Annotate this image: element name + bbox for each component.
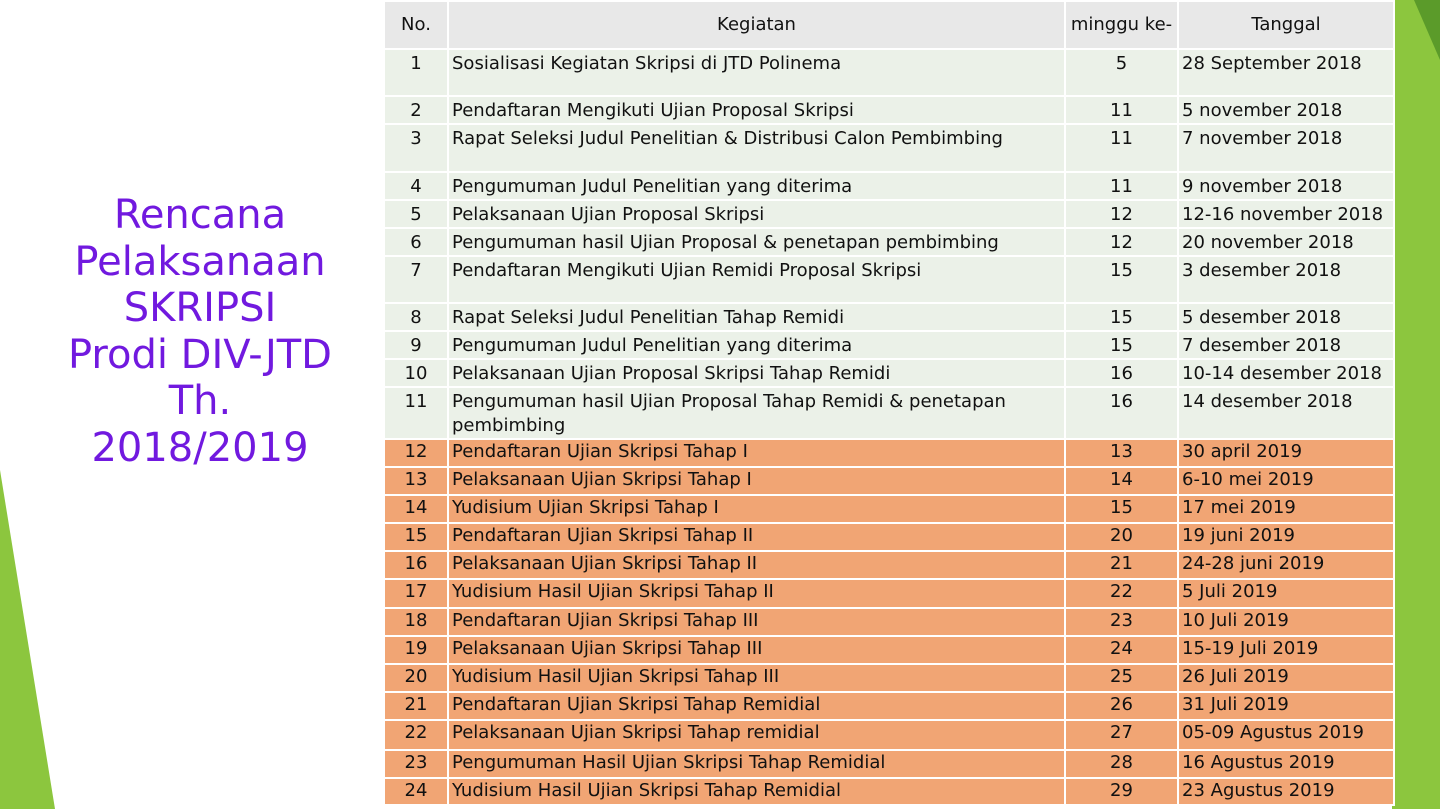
row-tanggal: 10 Juli 2019	[1178, 608, 1394, 636]
table-row	[384, 96, 1394, 124]
row-minggu: 12	[1065, 200, 1178, 228]
row-number: 22	[384, 720, 448, 750]
row-kegiatan: Pelaksanaan Ujian Skripsi Tahap II	[448, 551, 1065, 579]
row-number: 8	[384, 303, 448, 331]
row-kegiatan: Pelaksanaan Ujian Skripsi Tahap remidial	[448, 720, 1065, 750]
title-line: Th.	[168, 378, 232, 424]
row-tanggal: 28 September 2018	[1178, 49, 1394, 96]
table-row	[384, 720, 1394, 750]
row-number: 12	[384, 439, 448, 467]
row-kegiatan: Pengumuman hasil Ujian Proposal Tahap Remidi & penetapan pembimbing	[448, 387, 1065, 439]
row-tanggal: 5 november 2018	[1178, 96, 1394, 124]
row-kegiatan: Pengumuman Judul Penelitian yang diterima	[448, 172, 1065, 200]
table-row	[384, 523, 1394, 551]
row-tanggal: 26 Juli 2019	[1178, 664, 1394, 692]
schedule-body	[384, 49, 1394, 805]
row-minggu: 13	[1065, 439, 1178, 467]
row-kegiatan: Pendaftaran Ujian Skripsi Tahap II	[448, 523, 1065, 551]
table-row	[384, 49, 1394, 96]
table-row	[384, 467, 1394, 495]
row-number: 7	[384, 256, 448, 303]
table-row	[384, 256, 1394, 303]
row-tanggal: 10-14 desember 2018	[1178, 359, 1394, 387]
row-kegiatan: Pengumuman Judul Penelitian yang diterima	[448, 331, 1065, 359]
table-row	[384, 608, 1394, 636]
row-minggu: 11	[1065, 172, 1178, 200]
row-number: 1	[384, 49, 448, 96]
row-tanggal: 19 juni 2019	[1178, 523, 1394, 551]
row-tanggal: 31 Juli 2019	[1178, 692, 1394, 720]
row-tanggal: 15-19 Juli 2019	[1178, 636, 1394, 664]
row-kegiatan: Pengumuman hasil Ujian Proposal & penetapan pembimbing	[448, 228, 1065, 256]
row-kegiatan: Pelaksanaan Ujian Skripsi Tahap III	[448, 636, 1065, 664]
header-minggu: minggu ke-	[1065, 1, 1178, 49]
title-line: Rencana	[113, 192, 287, 238]
table-row	[384, 778, 1394, 805]
row-tanggal: 17 mei 2019	[1178, 495, 1394, 523]
row-kegiatan: Pendaftaran Mengikuti Ujian Proposal Skripsi	[448, 96, 1065, 124]
table-row	[384, 387, 1394, 439]
row-minggu: 29	[1065, 778, 1178, 805]
header-no: No.	[384, 1, 448, 49]
table-row	[384, 359, 1394, 387]
row-number: 19	[384, 636, 448, 664]
table-row	[384, 124, 1394, 172]
row-number: 14	[384, 495, 448, 523]
row-tanggal: 6-10 mei 2019	[1178, 467, 1394, 495]
table-row	[384, 579, 1394, 608]
row-number: 4	[384, 172, 448, 200]
row-number: 13	[384, 467, 448, 495]
row-tanggal: 30 april 2019	[1178, 439, 1394, 467]
row-number: 6	[384, 228, 448, 256]
table-row	[384, 228, 1394, 256]
table-row	[384, 551, 1394, 579]
row-minggu: 15	[1065, 495, 1178, 523]
row-tanggal: 16 Agustus 2019	[1178, 750, 1394, 778]
table-header-row	[384, 1, 1394, 49]
row-minggu: 28	[1065, 750, 1178, 778]
row-number: 9	[384, 331, 448, 359]
table-row	[384, 439, 1394, 467]
row-kegiatan: Pendaftaran Ujian Skripsi Tahap I	[448, 439, 1065, 467]
row-tanggal: 14 desember 2018	[1178, 387, 1394, 439]
table-row	[384, 636, 1394, 664]
row-minggu: 11	[1065, 96, 1178, 124]
table-row	[384, 200, 1394, 228]
row-number: 23	[384, 750, 448, 778]
title-line: Pelaksanaan	[74, 238, 326, 285]
row-minggu: 24	[1065, 636, 1178, 664]
row-kegiatan: Pelaksanaan Ujian Skripsi Tahap I	[448, 467, 1065, 495]
row-tanggal: 7 november 2018	[1178, 124, 1394, 172]
schedule-table	[383, 0, 1395, 806]
row-kegiatan: Rapat Seleksi Judul Penelitian Tahap Remidi	[448, 303, 1065, 331]
slide-title	[20, 192, 380, 471]
row-tanggal: 3 desember 2018	[1178, 256, 1394, 303]
row-number: 10	[384, 359, 448, 387]
row-kegiatan: Yudisium Ujian Skripsi Tahap I	[448, 495, 1065, 523]
row-number: 20	[384, 664, 448, 692]
row-tanggal: 24-28 juni 2019	[1178, 551, 1394, 579]
table-row	[384, 495, 1394, 523]
title-line: 2018/2019	[91, 424, 309, 471]
row-minggu: 12	[1065, 228, 1178, 256]
row-kegiatan: Yudisium Hasil Ujian Skripsi Tahap III	[448, 664, 1065, 692]
row-minggu: 15	[1065, 303, 1178, 331]
row-kegiatan: Pelaksanaan Ujian Proposal Skripsi Tahap Remidi	[448, 359, 1065, 387]
row-minggu: 27	[1065, 720, 1178, 750]
row-kegiatan: Rapat Seleksi Judul Penelitian & Distribusi Calon Pembimbing	[448, 124, 1065, 172]
row-number: 2	[384, 96, 448, 124]
title-line: Prodi DIV-JTD	[68, 331, 332, 378]
row-minggu: 14	[1065, 467, 1178, 495]
table-row	[384, 664, 1394, 692]
row-tanggal: 5 desember 2018	[1178, 303, 1394, 331]
row-minggu: 22	[1065, 579, 1178, 608]
row-minggu: 5	[1065, 49, 1178, 96]
row-number: 11	[384, 387, 448, 439]
row-kegiatan: Pelaksanaan Ujian Proposal Skripsi	[448, 200, 1065, 228]
row-kegiatan: Yudisium Hasil Ujian Skripsi Tahap II	[448, 579, 1065, 608]
row-tanggal: 9 november 2018	[1178, 172, 1394, 200]
table-row	[384, 172, 1394, 200]
row-minggu: 23	[1065, 608, 1178, 636]
table-row	[384, 692, 1394, 720]
row-minggu: 20	[1065, 523, 1178, 551]
row-kegiatan: Pendaftaran Mengikuti Ujian Remidi Proposal Skripsi	[448, 256, 1065, 303]
table-row	[384, 750, 1394, 778]
row-number: 17	[384, 579, 448, 608]
row-minggu: 16	[1065, 387, 1178, 439]
header-kegiatan: Kegiatan	[448, 1, 1065, 49]
title-line: SKRIPSI	[123, 285, 277, 331]
row-minggu: 21	[1065, 551, 1178, 579]
row-tanggal: 20 november 2018	[1178, 228, 1394, 256]
row-tanggal: 05-09 Agustus 2019	[1178, 720, 1394, 750]
row-tanggal: 5 Juli 2019	[1178, 579, 1394, 608]
row-minggu: 26	[1065, 692, 1178, 720]
row-kegiatan: Pengumuman Hasil Ujian Skripsi Tahap Remidial	[448, 750, 1065, 778]
row-minggu: 15	[1065, 256, 1178, 303]
row-number: 3	[384, 124, 448, 172]
row-minggu: 16	[1065, 359, 1178, 387]
row-tanggal: 7 desember 2018	[1178, 331, 1394, 359]
row-tanggal: 23 Agustus 2019	[1178, 778, 1394, 805]
row-tanggal: 12-16 november 2018	[1178, 200, 1394, 228]
row-minggu: 15	[1065, 331, 1178, 359]
row-number: 24	[384, 778, 448, 805]
header-tanggal: Tanggal	[1178, 1, 1394, 49]
row-kegiatan: Yudisium Hasil Ujian Skripsi Tahap Remidial	[448, 778, 1065, 805]
row-number: 16	[384, 551, 448, 579]
row-number: 18	[384, 608, 448, 636]
row-kegiatan: Sosialisasi Kegiatan Skripsi di JTD Polinema	[448, 49, 1065, 96]
row-number: 21	[384, 692, 448, 720]
row-number: 15	[384, 523, 448, 551]
row-minggu: 25	[1065, 664, 1178, 692]
row-minggu: 11	[1065, 124, 1178, 172]
table-row	[384, 303, 1394, 331]
row-kegiatan: Pendaftaran Ujian Skripsi Tahap Remidial	[448, 692, 1065, 720]
table-row	[384, 331, 1394, 359]
row-number: 5	[384, 200, 448, 228]
row-kegiatan: Pendaftaran Ujian Skripsi Tahap III	[448, 608, 1065, 636]
right-green-accent	[1392, 0, 1440, 809]
